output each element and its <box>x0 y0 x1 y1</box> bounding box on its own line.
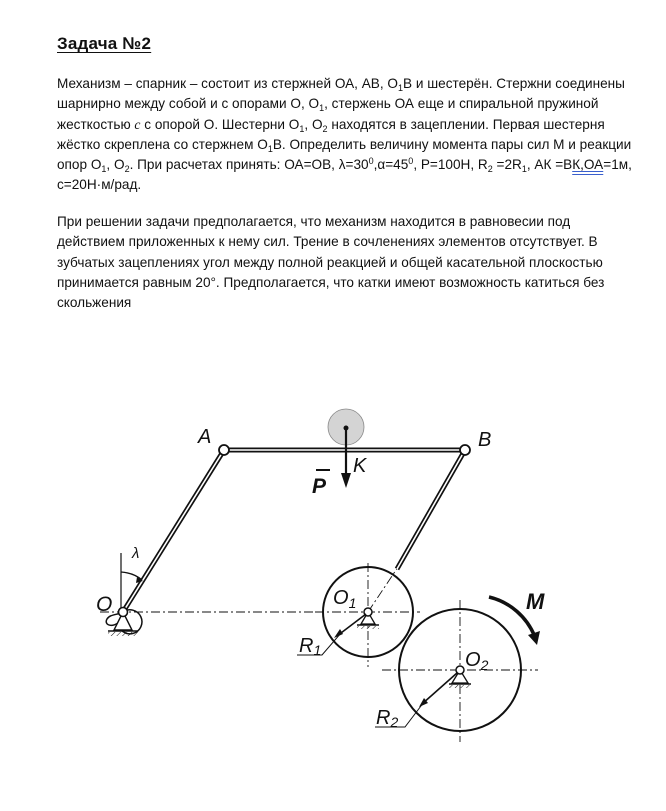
subscript: 2 <box>322 123 328 134</box>
radius-r2-arrow <box>422 673 457 704</box>
point-k <box>344 426 349 431</box>
hinge-o <box>119 608 128 617</box>
label-p-vector <box>312 470 330 498</box>
text: . При расчетах принять: ОА=ОВ, λ=30 <box>129 157 369 173</box>
text: жёстко скреплена со стержнем О <box>57 136 268 152</box>
o2-subscript: 2 <box>480 657 489 673</box>
o1-letter: O <box>333 587 349 609</box>
assumption-line-5: скольжения <box>57 295 132 311</box>
statement-line-6: с=20Н·м/рад. <box>57 177 142 193</box>
hinge-o2 <box>456 666 464 674</box>
hinge-b <box>460 445 470 455</box>
rod-o1b <box>397 450 465 569</box>
label-r2 <box>376 707 398 730</box>
stiffness-symbol: c <box>134 116 141 132</box>
o1-subscript: 1 <box>348 595 357 611</box>
moment-m-arrowhead <box>528 631 540 645</box>
label-o2 <box>465 649 489 673</box>
text: , стержень ОА еще и спиральной пружиной <box>324 96 599 112</box>
text: =2R <box>492 157 522 173</box>
subscript: 1 <box>299 123 305 134</box>
grammar-underlined-text[interactable]: К,ОА <box>572 157 604 173</box>
text: находятся в зацеплении. Первая шестерня <box>327 116 605 132</box>
r1-subscript: 1 <box>313 642 322 658</box>
subscript: 2 <box>124 164 130 175</box>
subscript: 1 <box>521 164 527 175</box>
subscript: 1 <box>319 103 325 114</box>
label-lambda: λ <box>132 545 140 562</box>
text: шарнирно между собой и с опорами О, О <box>57 96 320 112</box>
subscript: 1 <box>101 164 107 175</box>
label-a: A <box>198 426 212 448</box>
assumption-line-3: зубчатых зацеплениях угол между полной реакцией и общей касательной плоскостью <box>57 254 603 270</box>
label-k: K <box>353 455 367 477</box>
o2-letter: O <box>465 649 481 671</box>
text: опор О <box>57 157 102 173</box>
assumption-line-2: действием приложенных к нему сил. Трение в сочленениях элементов отсутствует. В <box>57 234 598 250</box>
text: ,α=45 <box>373 157 409 173</box>
text: Механизм – спарник – состоит из стержней ОА, АВ, О <box>57 76 398 91</box>
hinge-a <box>219 445 229 455</box>
label-p: P <box>312 475 327 498</box>
label-m: M <box>526 589 545 614</box>
text: , АК =В <box>526 157 573 173</box>
r2-letter: R <box>376 707 391 729</box>
subscript: 1 <box>267 143 273 154</box>
task-title: Задача №2 <box>57 34 152 53</box>
assumption-line-4: принимается равным 20°. Предполагается, что катки имеют возможность катиться без <box>57 274 605 290</box>
rod-oa <box>123 450 224 612</box>
superscript: 0 <box>368 156 374 167</box>
r1-letter: R <box>299 635 314 657</box>
force-p-arrowhead <box>341 473 351 488</box>
text: , О <box>106 157 125 173</box>
text: , Р=100Н, R <box>413 157 488 173</box>
label-o1 <box>333 587 356 611</box>
subscript: 2 <box>487 164 493 175</box>
label-o: O <box>96 593 113 616</box>
text: =1м, <box>603 157 632 173</box>
superscript: 0 <box>408 156 414 167</box>
text: жесткостью <box>57 116 135 132</box>
r2-subscript: 2 <box>390 714 399 730</box>
text: , О <box>304 116 323 132</box>
assumption-line-1: При решении задачи предполагается, что механизм находится в равновесии под <box>57 214 571 229</box>
subscript: 1 <box>398 83 404 93</box>
text: с опорой О. Шестерни О <box>140 116 300 132</box>
label-b: B <box>478 429 492 451</box>
text: В и шестерён. Стержни соединены <box>403 76 625 91</box>
text: В. Определить величину момента пары сил М и реакции <box>272 136 632 152</box>
label-r1 <box>299 635 321 658</box>
